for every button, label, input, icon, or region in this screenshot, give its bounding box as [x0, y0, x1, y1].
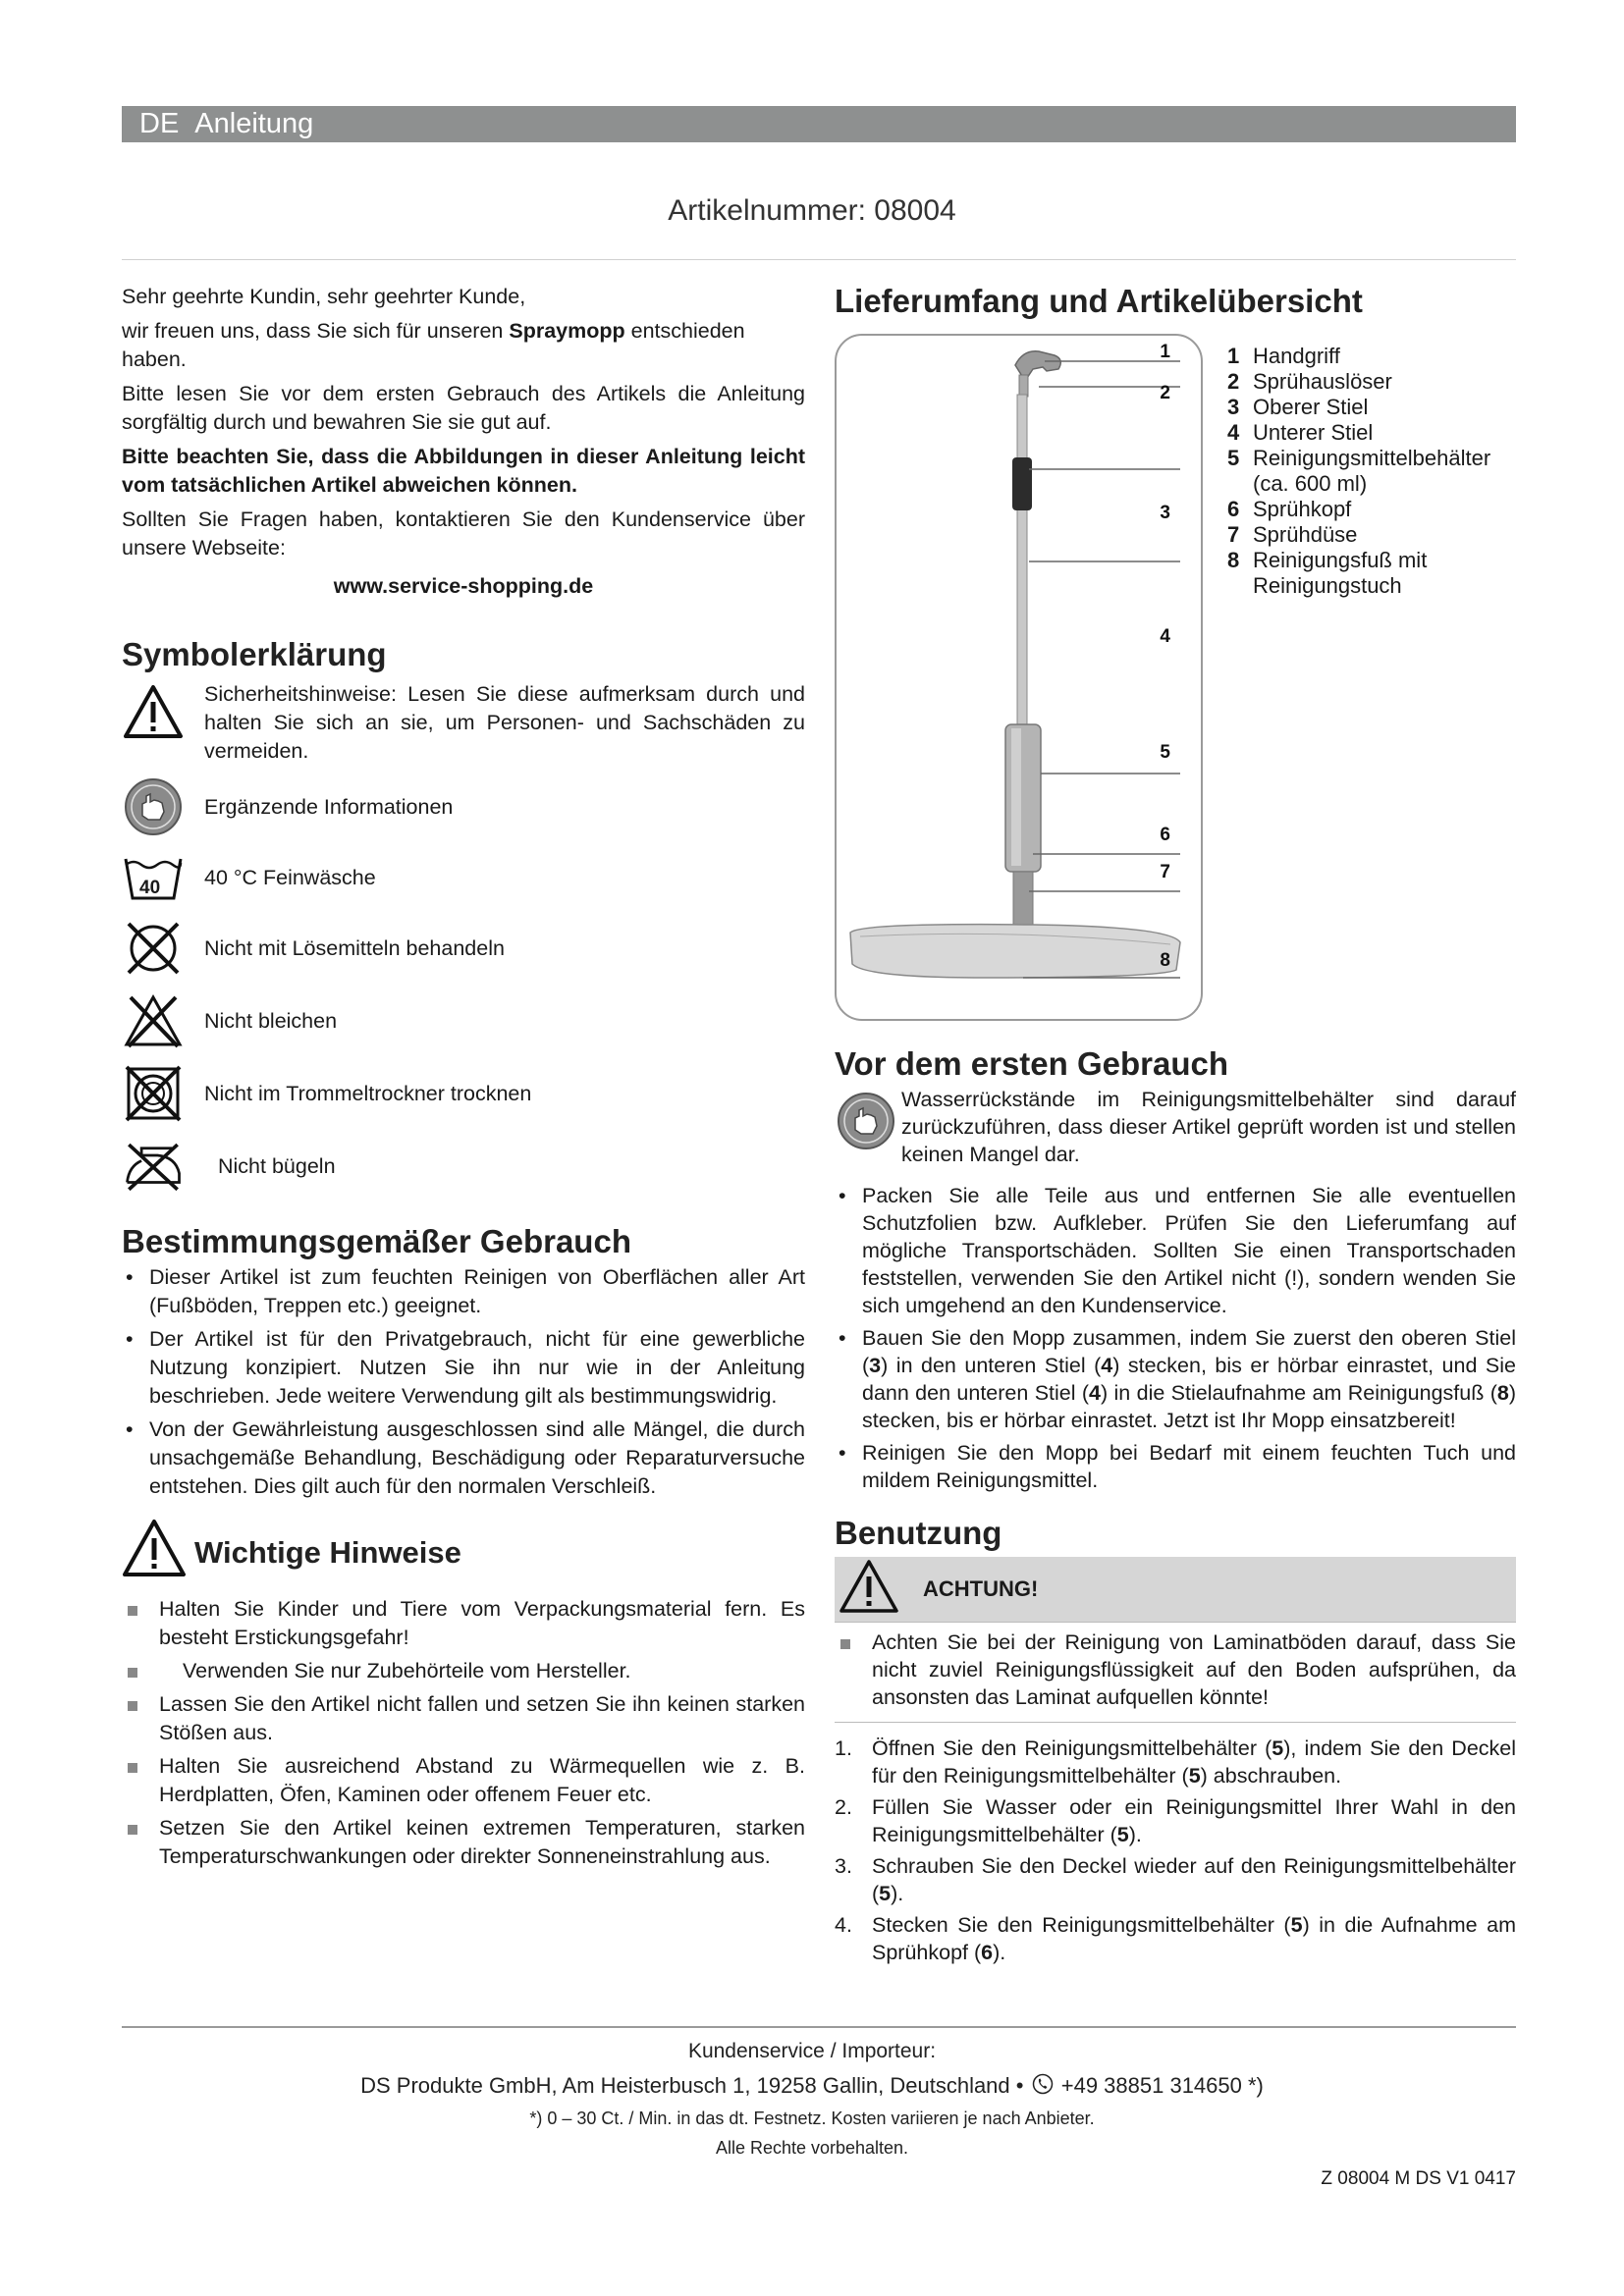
part-ref: 5	[1290, 1913, 1303, 1937]
part-ref: 5	[1188, 1764, 1201, 1788]
usage-heading: Benutzung	[835, 1515, 1002, 1551]
text: ).	[993, 1941, 1006, 1964]
part-ref: 8	[1496, 1381, 1509, 1405]
part-ref: 6	[981, 1941, 994, 1964]
callout-5: 5	[1160, 742, 1170, 763]
text: ) in die Aufnahme am Sprühkopf (	[872, 1913, 1516, 1964]
text: Füllen Sie Wasser oder ein Reinigungsmittel Ihrer Wahl in den Reinigungsmittelbehälter (	[872, 1795, 1516, 1846]
symbols-heading: Symbolerklärung	[122, 636, 387, 672]
symbol-wash	[122, 846, 805, 909]
part-number: 4	[1227, 420, 1240, 445]
no-solvent-icon	[122, 917, 185, 980]
text: Schrauben Sie den Deckel wieder auf den Reinigungsmittelbehälter (	[872, 1854, 1516, 1905]
list-item: • Dieser Artikel ist zum feuchten Reinigen von Oberflächen aller Art (Fußböden, Treppen etc.) geeignet.	[122, 1263, 805, 1320]
list-item: Lassen Sie den Artikel nicht fallen und setzen Sie ihn keinen starken Stößen aus.	[122, 1690, 805, 1747]
intended-use-heading: Bestimmungsgemäßer Gebrauch	[122, 1223, 631, 1259]
part-ref: 3	[869, 1354, 882, 1377]
footer-service: Kundenservice / Importeur:	[687, 2040, 937, 2062]
left-column	[122, 283, 805, 1876]
part-number: 5	[1227, 446, 1240, 470]
symbol-no-iron	[122, 1135, 805, 1198]
warning-triangle-icon	[122, 680, 185, 743]
symbol-info	[122, 775, 805, 838]
greeting: Sehr geehrte Kundin, sehr geehrter Kunde,	[122, 285, 526, 308]
list-item: • Von der Gewährleistung ausgeschlossen sind alle Mängel, die durch unsachgemäße Behandlung, Beschädigung oder Reparaturversuche entstehen. Dies gilt auch für den normalen Verschleiß.	[122, 1415, 805, 1501]
part-item	[1227, 446, 1512, 497]
phone-icon	[1032, 2073, 1054, 2101]
warning-triangle-icon	[122, 1519, 187, 1585]
caution-banner	[835, 1557, 1516, 1623]
list-item: • Reinigen Sie den Mopp bei Bedarf mit einem feuchten Tuch und mildem Reinigungsmittel.	[835, 1439, 1516, 1494]
part-label: Reinigungsfuß mit Reinigungstuch	[1253, 548, 1428, 598]
footer-address	[0, 2073, 1624, 2101]
symbol-no-solvent	[122, 917, 805, 980]
part-label: Sprühauslöser	[1253, 369, 1392, 394]
text: ).	[1128, 1823, 1142, 1846]
text: ) abschrauben.	[1200, 1764, 1342, 1788]
important-heading: Wichtige Hinweise	[194, 1534, 461, 1570]
header-bar	[122, 106, 1516, 142]
before-use-info-text: Wasserrückstände im Reinigungsmittelbehälter sind darauf zurückzuführen, dass dieser Artikel geprüft worden ist und stellen keinen Mangel dar.	[901, 1088, 1516, 1166]
wash-40-icon	[122, 846, 185, 909]
part-item	[1227, 522, 1512, 548]
no-bleach-icon	[122, 989, 185, 1052]
before-use-info	[835, 1086, 1516, 1168]
info-hand-icon	[122, 775, 185, 838]
part-item	[1227, 344, 1512, 369]
warning-triangle-icon	[839, 1559, 899, 1621]
important-heading-row	[122, 1519, 805, 1585]
intro-paragraph-1	[122, 317, 805, 374]
part-item	[1227, 548, 1512, 599]
part-item	[1227, 497, 1512, 522]
no-iron-icon	[122, 1135, 185, 1198]
part-number: 3	[1227, 395, 1240, 419]
no-dryer-text: Nicht im Trommeltrockner trocknen	[204, 1081, 532, 1105]
before-use-list	[835, 1182, 1516, 1494]
step-item	[835, 1793, 1516, 1848]
part-item	[1227, 369, 1512, 395]
intro-paragraph-4: Sollten Sie Fragen haben, kontaktieren Sie den Kundenservice über unsere Webseite:	[122, 507, 805, 560]
footer-rights: Alle Rechte vorbehalten.	[715, 2138, 909, 2158]
step-item	[835, 1735, 1516, 1789]
part-label: Sprühkopf	[1253, 497, 1352, 521]
part-ref: 5	[879, 1882, 892, 1905]
list-item: Verwenden Sie nur Zubehörteile vom Hersteller.	[122, 1657, 805, 1685]
wash-temperature: 40	[139, 878, 161, 898]
address-text: DS Produkte GmbH, Am Heisterbusch 1, 19258 Gallin, Deutschland •	[360, 2073, 1024, 2098]
right-lower-column	[835, 1045, 1517, 1970]
parts-list	[1227, 344, 1512, 599]
list-item: Halten Sie Kinder und Tiere vom Verpackungsmaterial fern. Es besteht Erstickungsgefahr!	[122, 1595, 805, 1652]
step-item	[835, 1852, 1516, 1907]
list-item: • Packen Sie alle Teile aus und entfernen Sie alle eventuellen Schutzfolien bzw. Aufkleber. Prüfen Sie den Lieferumfang auf mögliche Transportschäden. Sollten Sie einen Transportschaden feststellen, verwenden Sie den Artikel nicht (!), sondern wenden Sie sich umgehend an den Kundenservice.	[835, 1182, 1516, 1319]
product-name: Spraymopp	[509, 319, 625, 343]
text: ) in den unteren Stiel (	[881, 1354, 1102, 1377]
step-item	[835, 1911, 1516, 1966]
intro-text: wir freuen uns, dass Sie sich für unseren	[122, 319, 510, 343]
part-item	[1227, 395, 1512, 420]
symbol-safety	[122, 680, 805, 766]
important-list	[122, 1595, 805, 1871]
text: ) in die Stielaufnahme am Reinigungsfuß (	[1101, 1381, 1497, 1405]
callout-8: 8	[1160, 950, 1170, 971]
article-number: Artikelnummer: 08004	[668, 194, 956, 227]
step-number: 4.	[835, 1913, 852, 1937]
info-hand-icon	[835, 1090, 897, 1152]
footer-cost-note: *) 0 – 30 Ct. / Min. in das dt. Festnetz. Kosten variieren je nach Anbieter.	[529, 2109, 1095, 2128]
document-code: Z 08004 M DS V1 0417	[1321, 2168, 1516, 2189]
callout-3: 3	[1160, 503, 1170, 523]
text: ), indem Sie den Deckel für den Reinigungsmittelbehälter (	[872, 1736, 1517, 1788]
no-iron-text: Nicht bügeln	[218, 1153, 336, 1178]
part-item	[1227, 420, 1512, 446]
intro-text-end: entschieden haben.	[122, 319, 745, 371]
text: ).	[891, 1882, 904, 1905]
part-ref: 4	[1101, 1354, 1113, 1377]
no-bleach-text: Nicht bleichen	[204, 1008, 338, 1033]
part-ref: 5	[1272, 1736, 1284, 1760]
usage-steps	[835, 1735, 1516, 1966]
list-item	[835, 1324, 1516, 1434]
text: Bauen Sie den Mopp zusammen, indem Sie zuerst den oberen Stiel (	[862, 1326, 1516, 1377]
intro-paragraph-3: Bitte beachten Sie, dass die Abbildungen in dieser Anleitung leicht vom tatsächlichen Artikel abweichen können.	[122, 445, 805, 497]
safety-text: Sicherheitshinweise: Lesen Sie diese aufmerksam durch und halten Sie sich an sie, um Personen- und Sachschäden zu vermeiden.	[204, 682, 805, 763]
top-divider	[122, 259, 1516, 260]
before-use-heading: Vor dem ersten Gebrauch	[835, 1045, 1229, 1082]
no-solvent-text: Nicht mit Lösemitteln behandeln	[204, 935, 505, 960]
part-label: Unterer Stiel	[1253, 420, 1374, 445]
part-number: 2	[1227, 369, 1240, 394]
footer-divider	[122, 2026, 1516, 2028]
part-number: 7	[1227, 522, 1240, 547]
website-link[interactable]: www.service-shopping.de	[333, 574, 594, 598]
callout-1: 1	[1160, 342, 1170, 362]
caution-label: ACHTUNG!	[923, 1576, 1039, 1601]
text: Öffnen Sie den Reinigungsmittelbehälter (	[872, 1736, 1272, 1760]
intended-use-list	[122, 1263, 805, 1501]
list-item: • Der Artikel ist für den Privatgebrauch, nicht für eine gewerbliche Nutzung konzipiert. Nutzen Sie ihn nur wie in der Anleitung beschrieben. Jede weitere Verwendung gilt als bestimmungswidrig.	[122, 1325, 805, 1411]
text: Stecken Sie den Reinigungsmittelbehälter (	[872, 1913, 1291, 1937]
part-label: Oberer Stiel	[1253, 395, 1369, 419]
part-number: 6	[1227, 497, 1240, 521]
part-number: 8	[1227, 548, 1240, 572]
text: ) stecken, bis er hörbar einrastet. Jetzt ist Ihr Mopp einsatzbereit!	[862, 1381, 1517, 1432]
list-item: Achten Sie bei der Reinigung von Laminatböden darauf, dass Sie nicht zuviel Reinigungsflüssigkeit auf den Boden aufsprühen, da ansonsten das Laminat aufquellen könnte!	[835, 1629, 1516, 1711]
part-label: Reinigungsmittelbehälter (ca. 600 ml)	[1253, 446, 1491, 496]
overview-heading: Lieferumfang und Artikelübersicht	[835, 283, 1363, 319]
part-label: Handgriff	[1253, 344, 1340, 368]
callout-2: 2	[1160, 383, 1170, 403]
text: ) stecken, bis er hörbar einrastet, und Sie dann den unteren Stiel (	[862, 1354, 1516, 1405]
wash-text: 40 °C Feinwäsche	[204, 865, 376, 889]
part-label: Sprühdüse	[1253, 522, 1358, 547]
callout-6: 6	[1160, 825, 1170, 845]
callout-4: 4	[1160, 626, 1170, 647]
header-title: Anleitung	[194, 108, 314, 139]
part-ref: 4	[1089, 1381, 1102, 1405]
step-number: 1.	[835, 1736, 852, 1760]
part-ref: 5	[1116, 1823, 1129, 1846]
step-number: 3.	[835, 1854, 852, 1878]
list-item: Setzen Sie den Artikel keinen extremen Temperaturen, starken Temperaturschwankungen oder direkter Sonneneinstrahlung aus.	[122, 1814, 805, 1871]
step-number: 2.	[835, 1795, 852, 1819]
caution-list	[835, 1629, 1516, 1723]
phone-number: +49 38851 314650 *)	[1060, 2073, 1264, 2098]
callout-7: 7	[1160, 862, 1170, 882]
language-code: DE	[139, 108, 180, 139]
product-illustration	[835, 334, 1203, 1021]
intro-paragraph-2: Bitte lesen Sie vor dem ersten Gebrauch des Artikels die Anleitung sorgfältig durch und bewahren Sie sie gut auf.	[122, 382, 805, 434]
part-number: 1	[1227, 344, 1240, 368]
no-tumble-dryer-icon	[122, 1062, 185, 1125]
symbol-no-bleach	[122, 989, 805, 1052]
symbol-no-dryer	[122, 1062, 805, 1125]
spray-mop-figure	[837, 336, 1201, 1019]
list-item: Halten Sie ausreichend Abstand zu Wärmequellen wie z. B. Herdplatten, Öfen, Kaminen oder offenem Feuer etc.	[122, 1752, 805, 1809]
info-text: Ergänzende Informationen	[204, 794, 454, 819]
